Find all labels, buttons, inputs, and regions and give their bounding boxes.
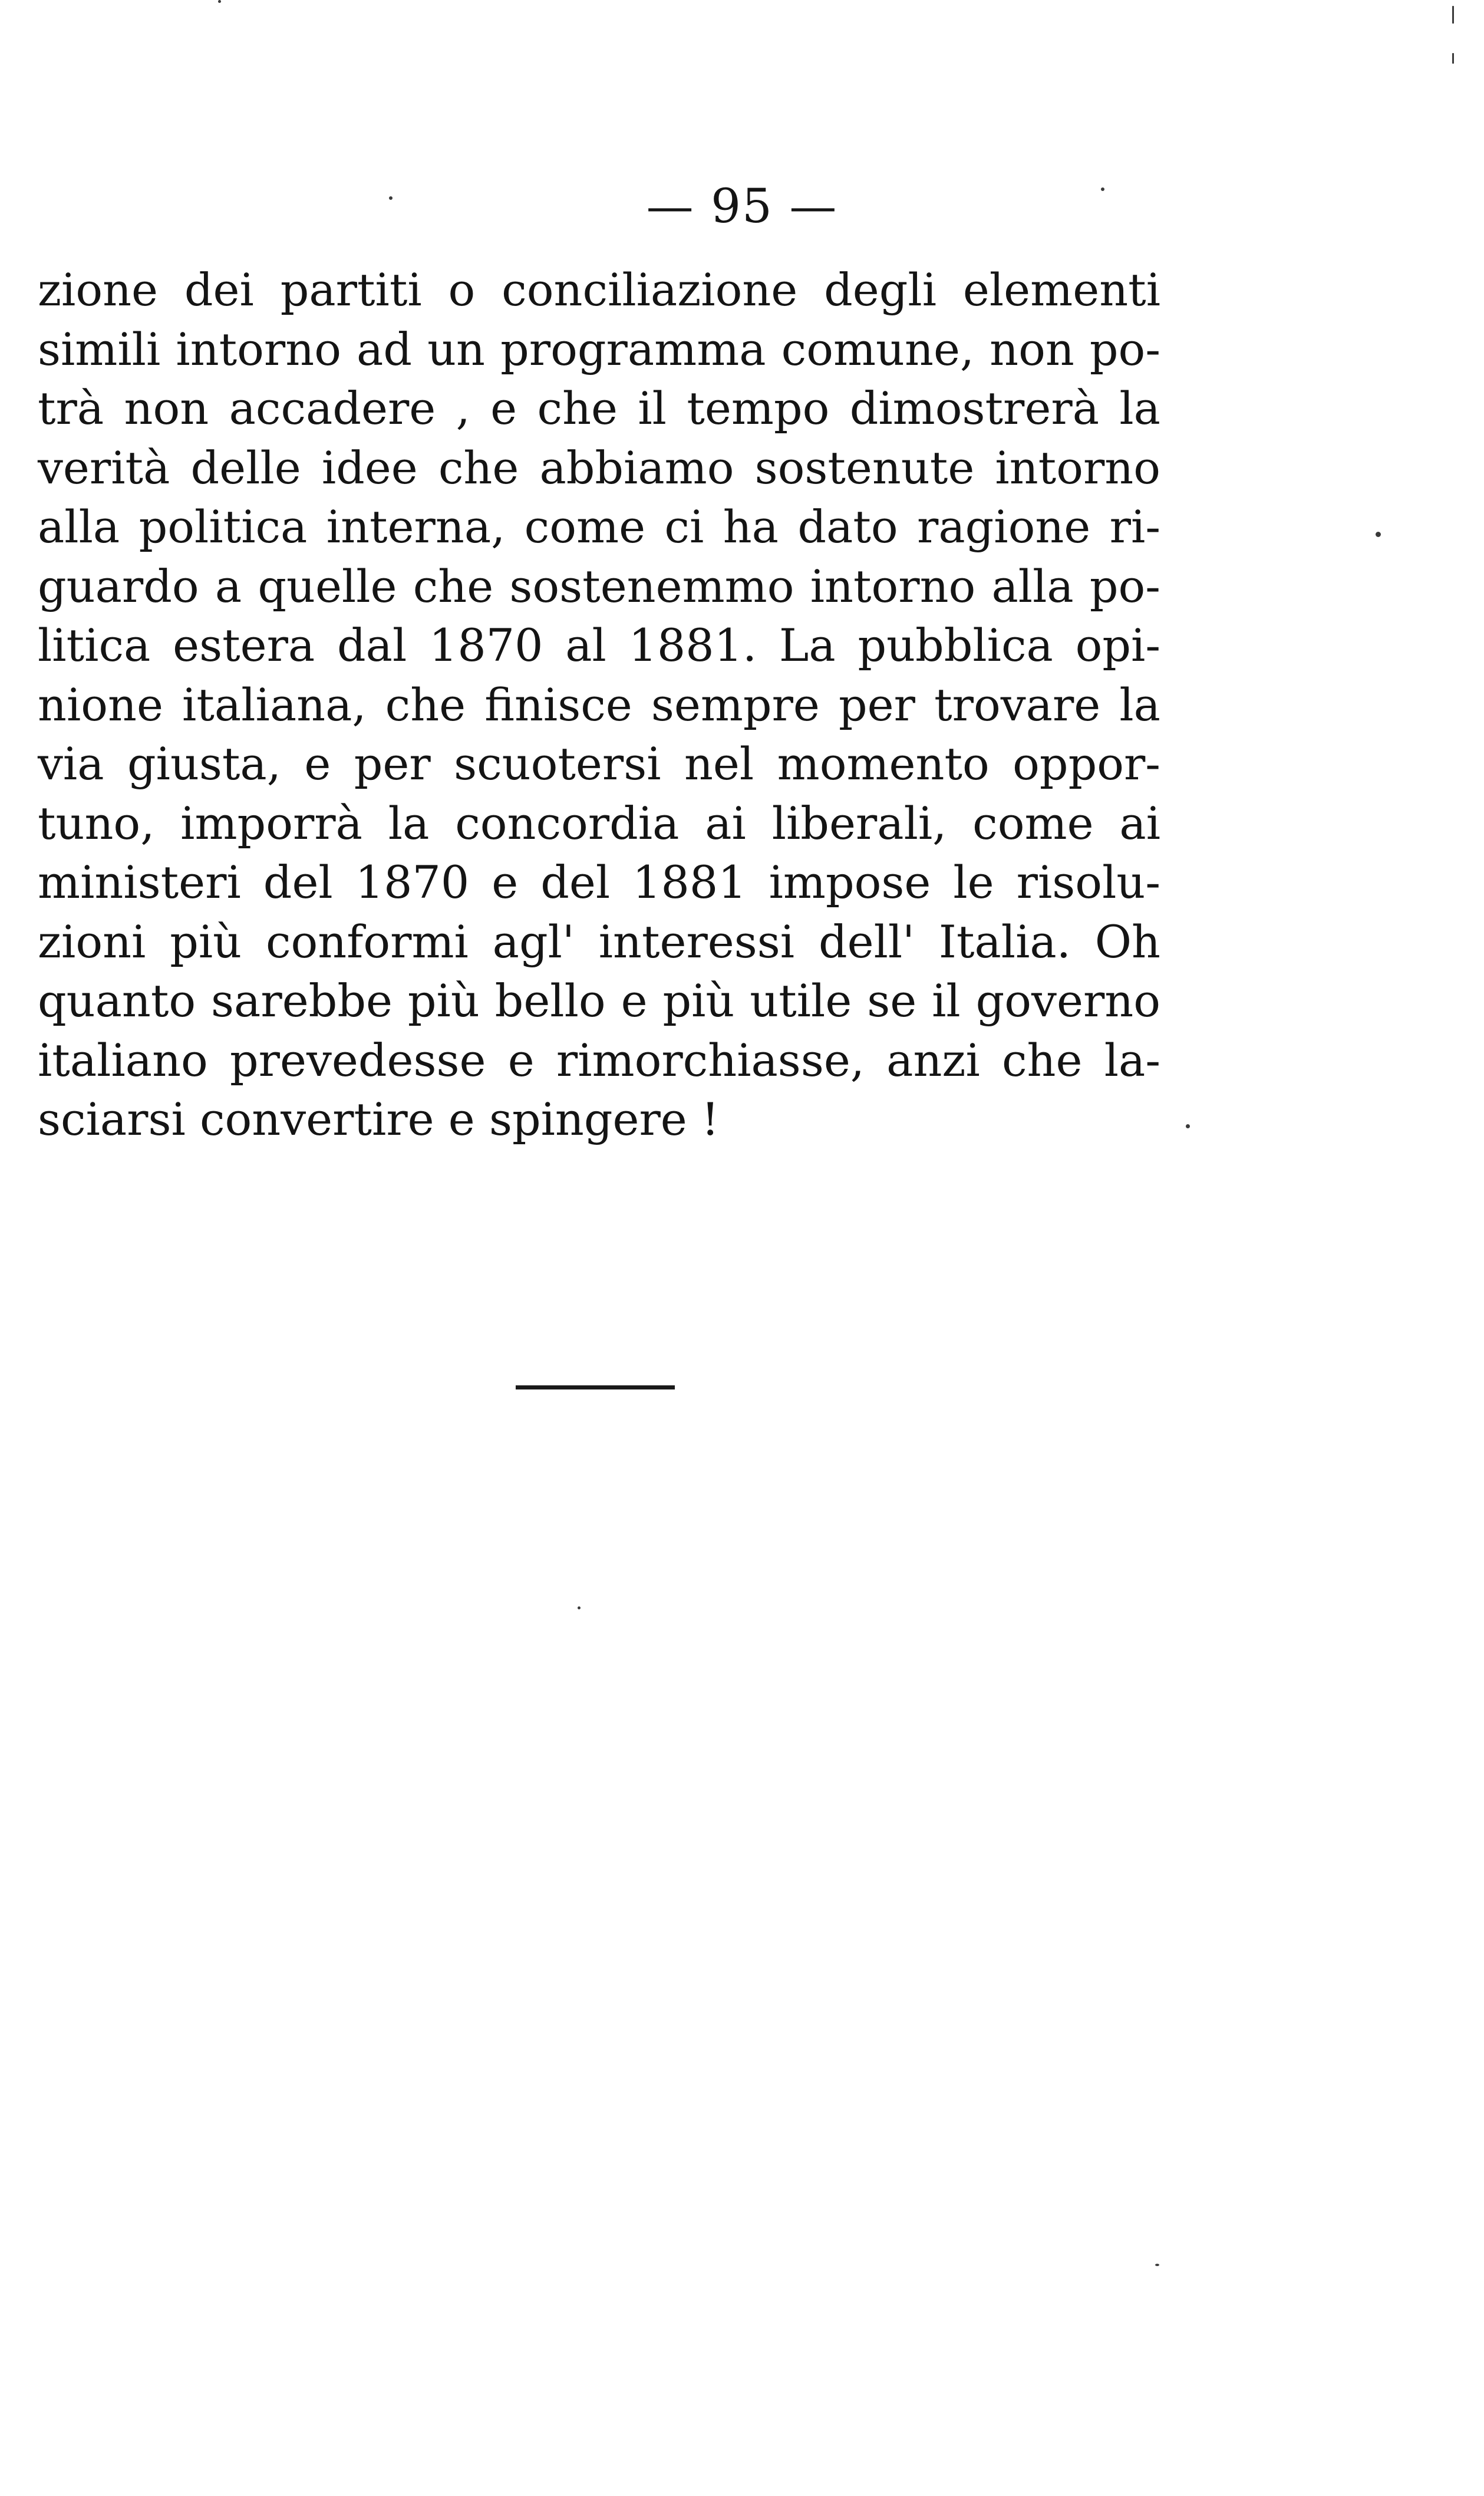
text-line: verità delle idee che abbiamo sostenute intorno <box>38 441 1160 494</box>
text-line: zione dei partiti o conciliazione degli elementi <box>38 264 1160 316</box>
section-divider <box>516 1385 675 1389</box>
scan-speck <box>218 0 221 3</box>
page-number: — 95 — <box>646 179 838 233</box>
scan-speck <box>1186 1124 1190 1128</box>
scan-speck <box>578 1606 581 1609</box>
text-line: sciarsi convertire e spingere ! <box>38 1093 720 1145</box>
text-line: quanto sarebbe più bello e più utile se il governo <box>38 974 1160 1027</box>
scan-speck <box>1452 53 1454 64</box>
text-line: guardo a quelle che sostenemmo intorno alla po- <box>38 559 1160 613</box>
text-line: ministeri del 1870 e del 1881 impose le risolu- <box>38 856 1160 908</box>
scan-speck <box>1376 532 1381 537</box>
scan-speck <box>1155 2264 1159 2266</box>
scan-speck <box>1452 6 1454 24</box>
scan-speck <box>389 196 393 200</box>
text-line: trà non accadere , e che il tempo dimostrerà la <box>38 382 1160 434</box>
scan-speck <box>1101 187 1104 191</box>
text-line: simili intorno ad un programma comune, non po- <box>38 322 1160 376</box>
text-line: tuno, imporrà la concordia ai liberali, come ai <box>38 796 1160 849</box>
text-line: alla politica interna, come ci ha dato ragione ri- <box>38 500 1160 553</box>
body-paragraph <box>38 261 1160 1150</box>
text-line: via giusta, e per scuotersi nel momento oppor- <box>38 737 1160 790</box>
text-line: litica estera dal 1870 al 1881. La pubblica opi- <box>38 619 1160 671</box>
text-line: italiano prevedesse e rimorchiasse, anzi che la- <box>38 1033 1160 1086</box>
text-line: zioni più conformi agl' interessi dell' Italia. Oh <box>38 915 1160 968</box>
text-line: nione italiana, che finisce sempre per trovare la <box>38 678 1160 731</box>
